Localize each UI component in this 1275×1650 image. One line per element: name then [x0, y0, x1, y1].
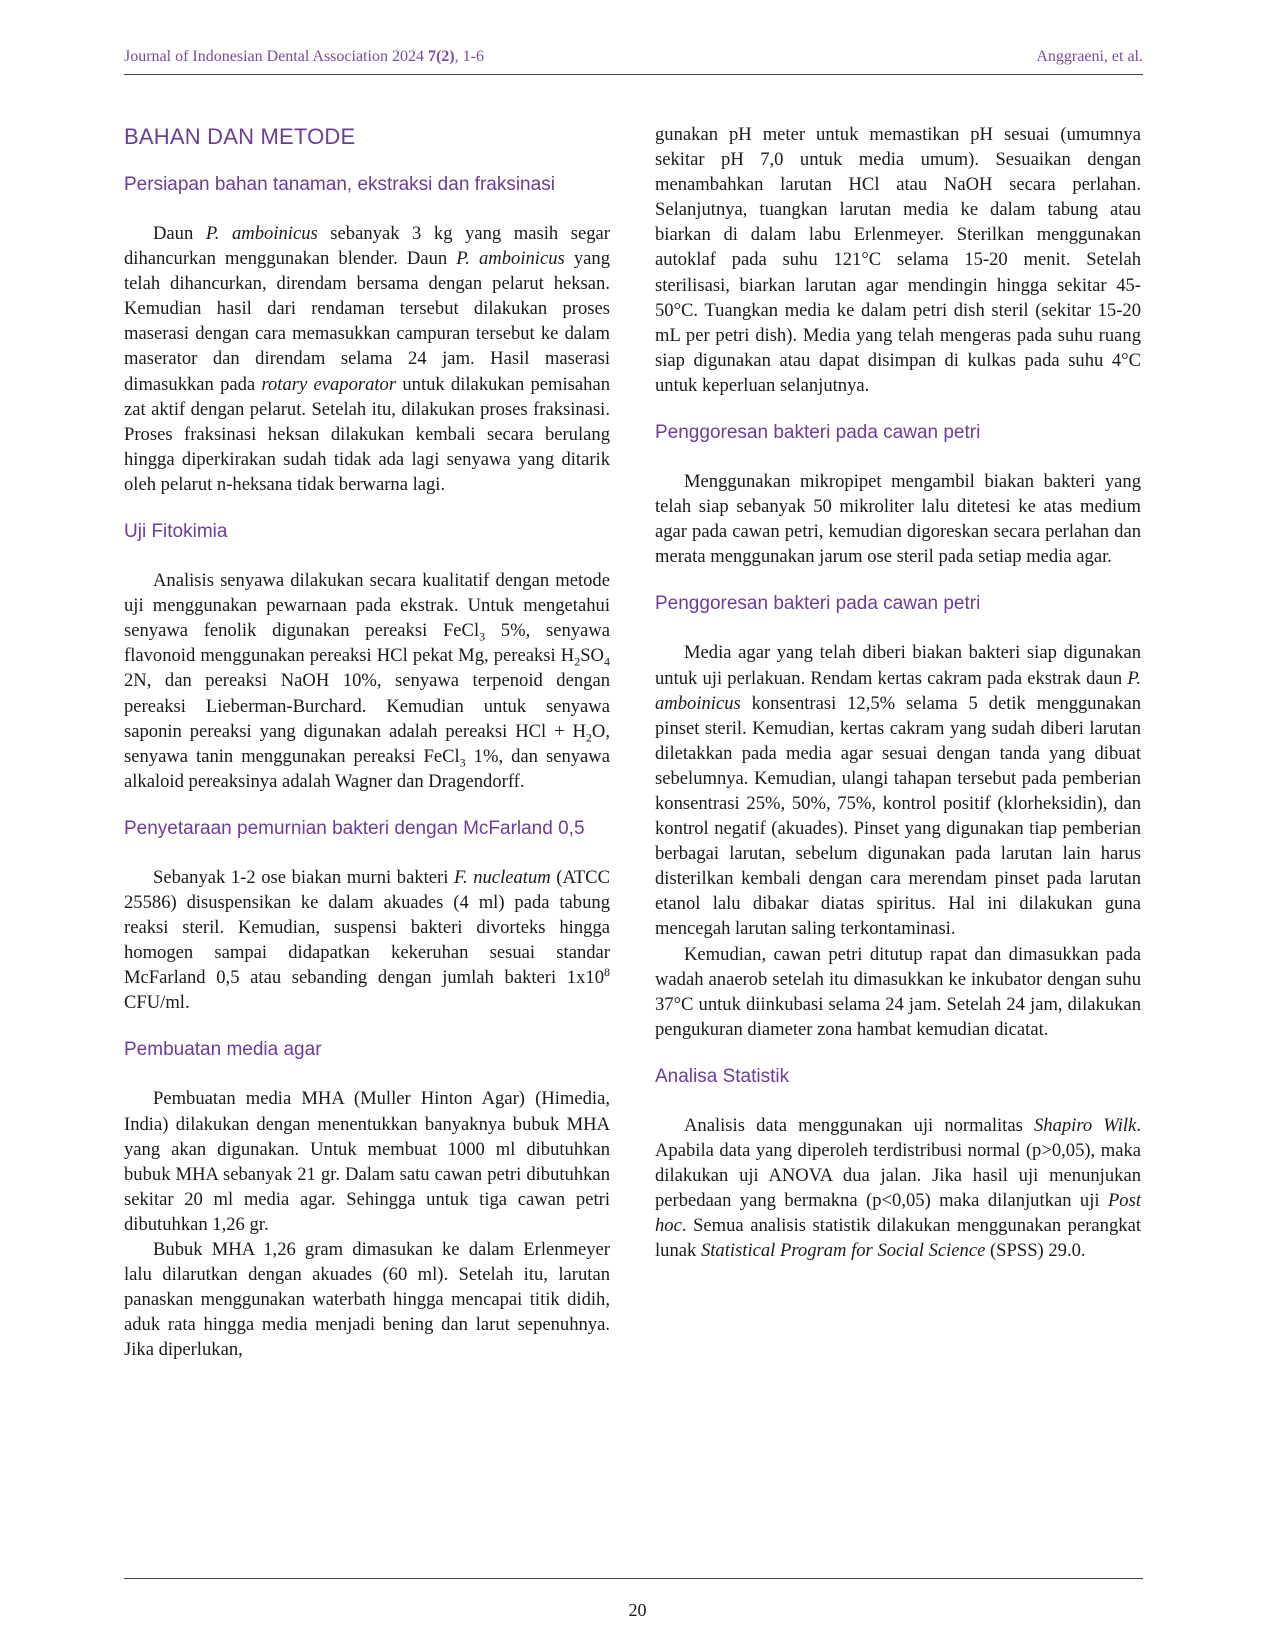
- paragraph-fitokimia: Analisis senyawa dilakukan secara kualitatif dengan metode uji menggunakan pewarnaan pada ekstrak. Untuk mengetahui senyawa fenolik digunakan pereaksi FeCl$_3$ 5%, senyawa flavonoid menggunakan pereaksi HCl pekat Mg, pereaksi $H_2SO_4$ 2N, dan pereaksi NaOH 10%, senyawa terpenoid dengan pereaksi Lieberman-Burchard. Kemudian untuk senyawa saponin pereaksi yang digunakan adalah pereaksi HCl + $H_2O$, senyawa tanin menggunakan pereaksi FeCl$_3$ 1%, dan senyawa alkaloid pereaksinya adalah Wagner dan Dragendorff.: [124, 570, 610, 792]
- subheading-fitokimia: Uji Fitokimia: [124, 521, 228, 543]
- footer-rule: [124, 1578, 1143, 1579]
- subheading-persiapan: Persiapan bahan tanaman, ekstraksi dan fraksinasi: [124, 174, 555, 195]
- paragraph-penggoresan-2a: Media agar yang telah diberi biakan bakteri siap digunakan untuk uji perlakuan. Rendam kertas cakram pada ekstrak daun P. amboinicus konsentrasi 12,5% selama 5 detik menggunakan pinset steril. Kemudian, kertas cakram yang sudah diberi larutan diletakkan pada media agar sesuai dengan tanda yang dibuat sebelumnya. Kemudian, ulangi tahapan tersebut pada pemberian konsentrasi 25%, 50%, 75%, kontrol positif (klorheksidin), dan kontrol negatif (akuades). Pinset yang digunakan tiap pemberian berbagai larutan, sebelum digunakan pada larutan lain harus disterilkan kembali dengan cara merendam pinset pada larutan etanol lalu dibakar diatas spiritus. Hal ini dilakukan guna mencegah larutan saling terkontaminasi.: [655, 642, 1141, 940]
- authors: Anggraeni, et al.: [1036, 48, 1143, 65]
- paragraph-mcfarland: Sebanyak 1-2 ose biakan murni bakteri F. nucleatum (ATCC 25586) disuspensikan ke dalam akuades (4 ml) pada tabung reaksi steril. Kemudian, suspensi bakteri divorteks hingga homogen sampai didapatkan kekeruhan sesuai standar McFarland 0,5 atau sebanding dengan jumlah bakteri $1x10^8$ CFU/ml.: [124, 866, 610, 1014]
- running-header: [124, 46, 1143, 75]
- section-title: BAHAN DAN METODE: [124, 124, 356, 149]
- paragraph-persiapan: Daun P. amboinicus sebanyak 3 kg yang masih segar dihancurkan menggunakan blender. Daun P. amboinicus yang telah dihancurkan, direndam bersama dengan pelarut heksan. Kemudian hasil dari rendaman tersebut dilakukan proses maserasi dengan cara memasukkan campuran tersebut ke dalam maserator dan direndam selama 24 jam. Hasil maserasi dimasukkan pada rotary evaporator untuk dilakukan pemisahan zat aktif dengan pelarut. Setelah itu, dilakukan proses fraksinasi. Proses fraksinasi heksan dilakukan kembali secara berulang hingga diperkirakan sudah tidak ada lagi senyawa yang ditarik oleh pelarut n-heksana tidak berwarna lagi.: [124, 223, 611, 495]
- right-column: [655, 118, 1141, 1285]
- paragraph-penggoresan-1: Menggunakan mikropipet mengambil biakan bakteri yang telah siap sebanyak 50 mikroliter lalu ditetesi ke atas medium agar pada cawan petri, kemudian digoreskan secara perlahan dan merata menggunakan jarum ose steril pada setiap media agar.: [655, 471, 1141, 568]
- paragraph-media-agar-1: Pembuatan media MHA (Muller Hinton Agar) (Himedia, India) dilakukan dengan menentukkan banyaknya bubuk MHA yang akan digunakan. Untuk membuat 1000 ml dibutuhkan bubuk MHA sebanyak 21 gr. Dalam satu cawan petri dibutuhkan sekitar 20 ml media agar. Sehingga untuk tiga cawan petri dibutuhkan 1,26 gr.: [124, 1088, 610, 1235]
- subheading-media-agar: Pembuatan media agar: [124, 1039, 322, 1061]
- left-column: [124, 118, 610, 1362]
- paragraph-media-agar-2: Bubuk MHA 1,26 gram dimasukan ke dalam Erlenmeyer lalu dilarutkan dengan akuades (60 ml). Setelah itu, larutan panaskan menggunakan waterbath hingga mencapai titik didih, aduk rata hingga media menjadi bening dan larut sepenuhnya. Jika diperlukan,: [124, 1239, 610, 1361]
- paragraph-media-agar-3: gunakan pH meter untuk memastikan pH sesuai (umumnya sekitar pH 7,0 untuk media umum). Sesuaikan dengan menambahkan larutan HCl atau NaOH secara perlahan. Selanjutnya, tuangkan larutan media ke dalam tabung atau biarkan di dalam labu Erlenmeyer. Sterilkan menggunakan autoklaf pada suhu 121°C selama 15-20 menit. Setelah sterilisasi, biarkan larutan agar mendingin hingga sekitar 45-50°C. Tuangkan media ke dalam petri dish steril (sekitar 15-20 mL per petri dish). Media yang telah mengeras pada suhu ruang siap digunakan atau dapat disimpan di kulkas pada suhu 4°C untuk keperluan selanjutnya.: [655, 124, 1141, 396]
- page-number: 20: [628, 1600, 647, 1620]
- subheading-statistik: Analisa Statistik: [655, 1065, 790, 1087]
- subheading-mcfarland: Penyetaraan pemurnian bakteri dengan McFarland 0,5: [124, 817, 585, 839]
- paragraph-statistik: Analisis data menggunakan uji normalitas Shapiro Wilk. Apabila data yang diperoleh terdistribusi normal (p>0,05), maka dilakukan uji ANOVA dua jalan. Jika hasil uji menunjukan perbedaan yang bermakna (p<0,05) maka dilanjutkan uji Post hoc. Semua analisis statistik dilakukan menggunakan perangkat lunak Statistical Program for Social Science (SPSS) 29.0.: [655, 1114, 1141, 1262]
- subheading-penggoresan-1: Penggoresan bakteri pada cawan petri: [655, 422, 981, 444]
- paragraph-penggoresan-2b: Kemudian, cawan petri ditutup rapat dan dimasukkan pada wadah anaerob setelah itu dimasukkan ke inkubator dengan suhu 37°C untuk diinkubasi selama 24 jam. Setelah 24 jam, dilakukan pengukuran diameter zona hambat kemudian dicatat.: [655, 943, 1141, 1040]
- subheading-penggoresan-2: Penggoresan bakteri pada cawan petri: [655, 593, 981, 615]
- journal-citation: Journal of Indonesian Dental Association 2024 7(2), 1-6: [124, 48, 484, 65]
